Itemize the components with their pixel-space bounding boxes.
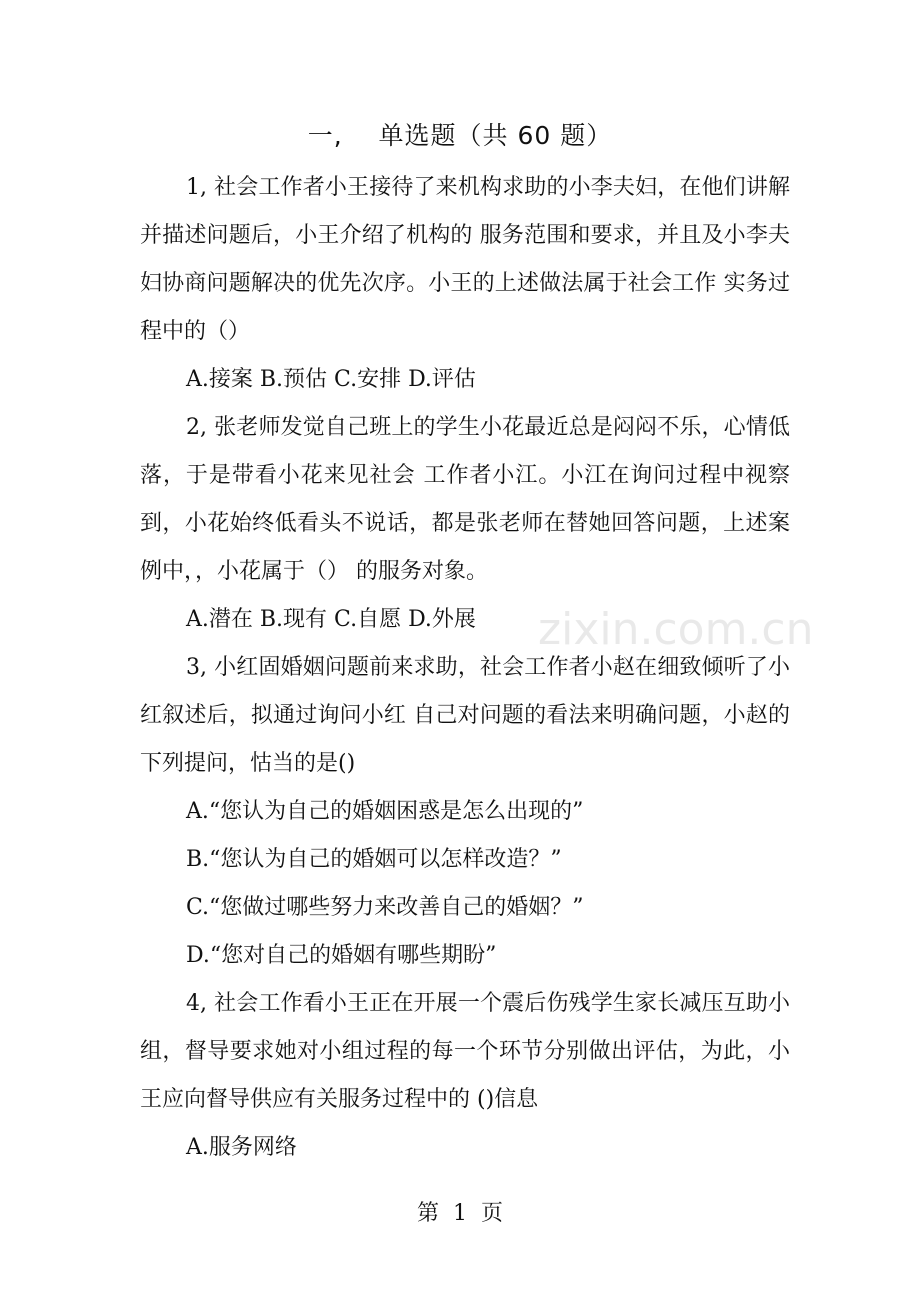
question-3-text: 3, 小红固婚姻问题前来求助，社会工作者小赵在细致倾听了小红叙述后，拟通过询问小红 自己对问题的看法来明确问题，小赵的下列提问，怙当的是() <box>140 655 790 776</box>
question-4-option-a: A.服务网络 <box>186 1135 297 1160</box>
question-1-text: 1, 社会工作者小王接待了来机构求助的小李夫妇，在他们讲解并描述问题后，小王介绍了机构的 服务范围和要求，并且及小李夫妇协商问题解决的优先次序。小王的上述做法属于社会工作 实务过程中的（） <box>140 175 790 344</box>
question-3-option-c: C.“您做过哪些努力来改善自己的婚姻？” <box>186 895 584 920</box>
question-4-text: 4, 社会工作看小王正在开展一个震后伤残学生家长减压互助小组，督导要求她对小组过程的每一个环节分别做出评估，为此，小王应向督导供应有关服务过程中的 ()信息 <box>140 991 790 1112</box>
question-3-option-d: D.“您对自己的婚姻有哪些期盼” <box>186 943 497 968</box>
question-2-options: A.潜在 B.现有 C.自愿 D.外展 <box>186 607 476 632</box>
question-list <box>140 164 790 1172</box>
watermark: zixin.com.cn <box>538 604 814 655</box>
question-3-option-b: B.“您认为自己的婚姻可以怎样改造？” <box>186 847 562 872</box>
question-2-text: 2, 张老师发觉自己班上的学生小花最近总是闷闷不乐，心情低落，于是带看小花来见社会 工作者小江。小江在询问过程中视察到，小花始终低看头不说话，都是张老师在替她回答问题，上述案例中，，小花属于（） 的服务对象。 <box>140 415 790 584</box>
section-title: 一, 单选题（共 60 题） <box>307 121 613 150</box>
question-3-option-a: A.“您认为自己的婚姻困惑是怎么出现的” <box>186 799 584 824</box>
page-number: 第 1 页 <box>417 1201 503 1226</box>
question-1-options: A.接案 B.预估 C.安排 D.评估 <box>186 367 476 392</box>
